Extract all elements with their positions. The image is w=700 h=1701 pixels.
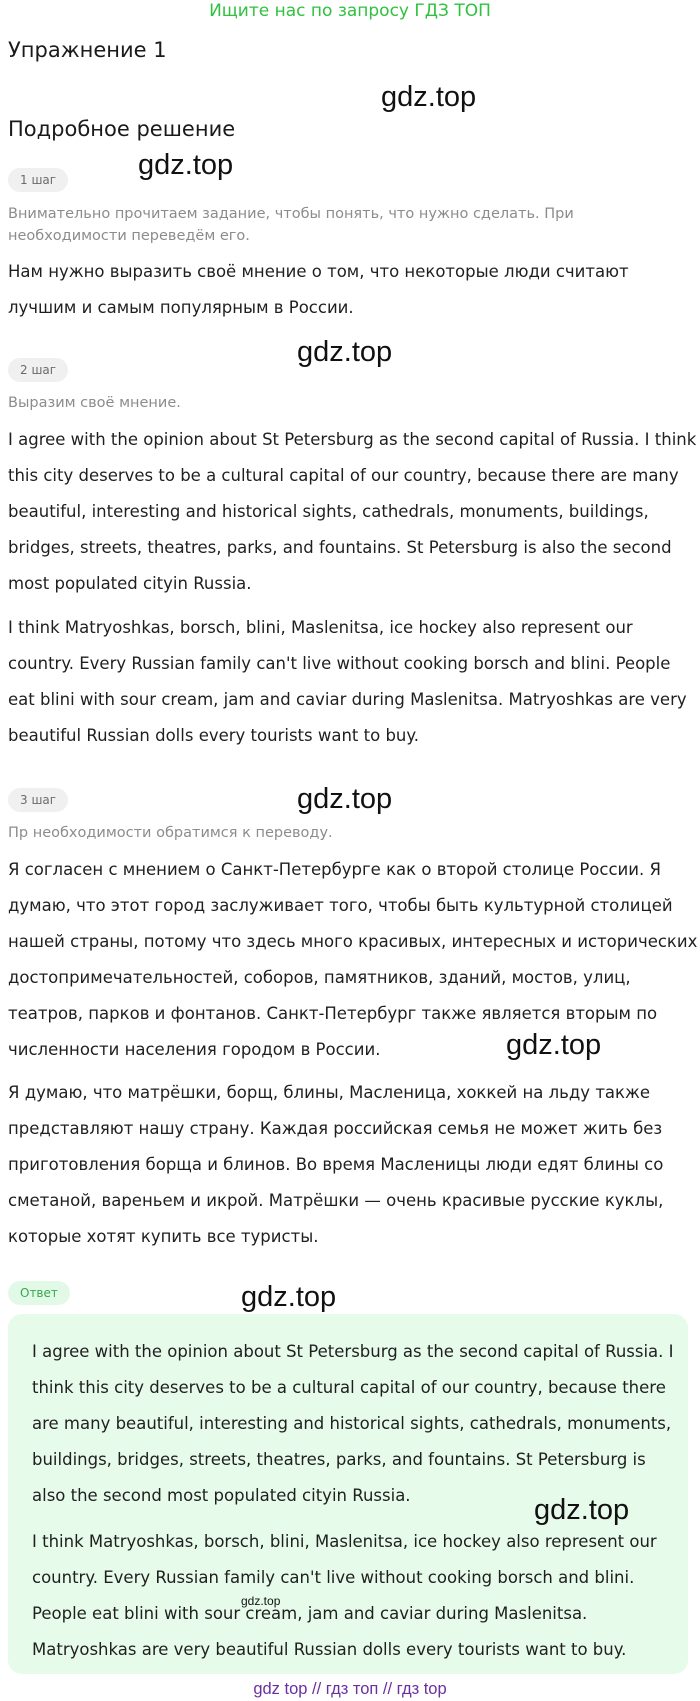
watermark: gdz.top bbox=[297, 783, 393, 815]
step-2-paragraph-2: I think Matryoshkas, borsch, blini, Maslenitsa, ice hockey also represent our country. Every Russian family can't live without cooking borsch and blini. People eat blini with sour cream, jam and caviar during Maslenitsa. Matryoshkas are very beautiful Russian dolls every tourists want to buy. bbox=[8, 618, 687, 745]
answer-badge: Ответ bbox=[8, 1281, 70, 1305]
step-3-paragraph-2: Я думаю, что матрёшки, борщ, блины, Масленица, хоккей на льду также представляют нашу страну. Каждая российская семья не может жить без приготовления борща и блинов. Во время Масленицы люди едят блины со сметаной, вареньем и икрой. Матрёшки — очень красивые русские куклы, которые хотят купить все туристы. bbox=[8, 1083, 664, 1246]
step-3-badge: 3 шаг bbox=[8, 788, 68, 812]
solution-title: Подробное решение bbox=[8, 117, 236, 141]
exercise-title: Упражнение 1 bbox=[8, 38, 167, 62]
watermark: gdz.top bbox=[506, 1029, 602, 1061]
watermark: gdz.top bbox=[241, 1281, 337, 1313]
search-banner: Ищите нас по запросу ГДЗ ТОП bbox=[209, 1, 491, 21]
step-2-paragraph-1: I agree with the opinion about St Petersburg as the second capital of Russia. I think this city deserves to be a cultural capital of our country, because there are many beautiful, interesting and historical sights, cathedrals, monuments, buildings, bridges, streets, theatres, parks, and fountains. St Petersburg is also the second most populated cityin Russia. bbox=[8, 430, 697, 593]
watermark: gdz.top bbox=[534, 1494, 630, 1526]
step-2-badge: 2 шаг bbox=[8, 358, 68, 382]
step-2-hint: Выразим своё мнение. bbox=[8, 395, 181, 411]
step-1-hint: Внимательно прочитаем задание, чтобы понять, что нужно сделать. При необходимости переведём его. bbox=[8, 206, 574, 244]
step-3-hint: Пр необходимости обратимся к переводу. bbox=[8, 825, 333, 841]
watermark: gdz.top bbox=[138, 149, 234, 181]
watermark: gdz.top bbox=[297, 336, 393, 368]
watermark: gdz.top bbox=[381, 81, 477, 113]
watermark-small: gdz.top bbox=[241, 1594, 281, 1608]
step-1-badge: 1 шаг bbox=[8, 168, 68, 192]
footer-links: gdz top // гдз топ // гдз top bbox=[253, 1680, 447, 1698]
answer-paragraph-2: I think Matryoshkas, borsch, blini, Maslenitsa, ice hockey also represent our country. Every Russian family can't live without cooking borsch and blini. People eat blini with sour cream, jam and caviar during Maslenitsa. Matryoshkas are very beautiful Russian dolls every tourists want to buy. bbox=[32, 1532, 657, 1659]
step-3-paragraph-1: Я согласен с мнением о Санкт-Петербурге как о второй столице России. Я думаю, что этот город заслуживает того, чтобы быть культурной столицей нашей страны, потому что здесь много красивых, интересных и исторических достопримечательностей, соборов, памятников, зданий, мостов, улиц, театров, парков и фонтанов. Санкт-Петербург также является вторым по численности населения городом в России. bbox=[8, 860, 698, 1059]
step-1-paragraph: Нам нужно выразить своё мнение о том, что некоторые люди считают лучшим и самым популярным в России. bbox=[8, 262, 629, 317]
answer-paragraph-1: I agree with the opinion about St Petersburg as the second capital of Russia. I think this city deserves to be a cultural capital of our country, because there are many beautiful, interesting and historical sights, cathedrals, monuments, buildings, bridges, streets, theatres, parks, and fountains. St Petersburg is also the second most populated cityin Russia. bbox=[32, 1342, 674, 1505]
